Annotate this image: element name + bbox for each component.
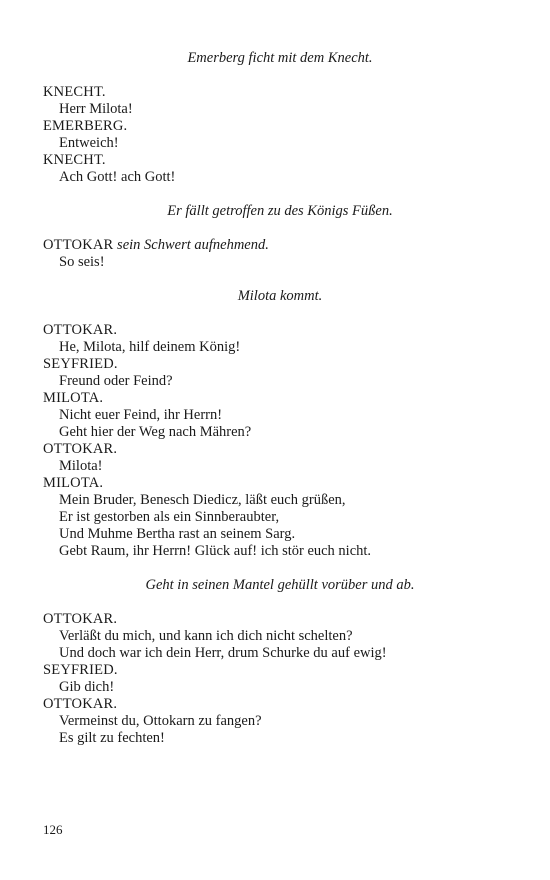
dialogue-line: So seis!	[59, 254, 105, 270]
dialogue-line: Herr Milota!	[59, 101, 133, 117]
speaker-heading	[43, 390, 517, 407]
speaker-name: KNECHT.	[43, 152, 106, 168]
speaker-name: SEYFRIED.	[43, 662, 118, 678]
play-text	[43, 50, 517, 747]
speaker-name: OTTOKAR.	[43, 322, 118, 338]
dialogue-line: Er ist gestorben als ein Sinnberaubter,	[59, 509, 280, 525]
speaker-name: KNECHT.	[43, 84, 106, 100]
speaker-heading	[43, 322, 517, 339]
speaker-name: OTTOKAR.	[43, 696, 118, 712]
speaker-heading	[43, 84, 517, 101]
dialogue-line: Vermeinst du, Ottokarn zu fangen?	[59, 713, 262, 729]
speaker-name: OTTOKAR.	[43, 611, 118, 627]
dialogue-line: Freund oder Feind?	[59, 373, 173, 389]
dialogue-line: Mein Bruder, Benesch Diedicz, läßt euch grüßen,	[59, 492, 346, 508]
dialogue-line: Geht hier der Weg nach Mähren?	[59, 424, 252, 440]
dialogue-line: Gebt Raum, ihr Herrn! Glück auf! ich stör euch nicht.	[59, 543, 372, 559]
speaker-heading	[43, 475, 517, 492]
speaker-name: EMERBERG.	[43, 118, 128, 134]
dialogue-line: Milota!	[59, 458, 103, 474]
dialogue-line: Und Muhme Bertha rast an seinem Sarg.	[59, 526, 296, 542]
dialogue-line: Entweich!	[59, 135, 119, 151]
stage-direction: Er fällt getroffen zu des Königs Füßen.	[167, 203, 393, 219]
speaker-name: MILOTA.	[43, 390, 104, 406]
speaker-heading	[43, 662, 517, 679]
stage-direction: Geht in seinen Mantel gehüllt vorüber und ab.	[145, 577, 415, 593]
speaker-heading	[43, 237, 517, 254]
dialogue-line: Es gilt zu fechten!	[59, 730, 165, 746]
dialogue-line: Ach Gott! ach Gott!	[59, 169, 176, 185]
speaker-heading	[43, 356, 517, 373]
speaker-heading	[43, 611, 517, 628]
speaker-name: MILOTA.	[43, 475, 104, 491]
speaker-heading	[43, 152, 517, 169]
dialogue-line: He, Milota, hilf deinem König!	[59, 339, 241, 355]
dialogue-line: Und doch war ich dein Herr, drum Schurke du auf ewig!	[59, 645, 387, 661]
stage-direction: Emerberg ficht mit dem Knecht.	[187, 50, 373, 66]
stage-direction: Milota kommt.	[237, 288, 323, 304]
dialogue-line: Gib dich!	[59, 679, 115, 695]
dialogue-line: Nicht euer Feind, ihr Herrn!	[59, 407, 223, 423]
dialogue-line: Verläßt du mich, und kann ich dich nicht schelten?	[59, 628, 353, 644]
speaker-heading	[43, 696, 517, 713]
speaker-name: SEYFRIED.	[43, 356, 118, 372]
speaker-heading	[43, 441, 517, 458]
speaker-direction: sein Schwert aufnehmend.	[117, 237, 269, 253]
speaker-heading	[43, 118, 517, 135]
page-number: 126	[43, 822, 63, 837]
speaker-name: OTTOKAR.	[43, 441, 118, 457]
speaker-name: OTTOKAR	[43, 237, 114, 253]
